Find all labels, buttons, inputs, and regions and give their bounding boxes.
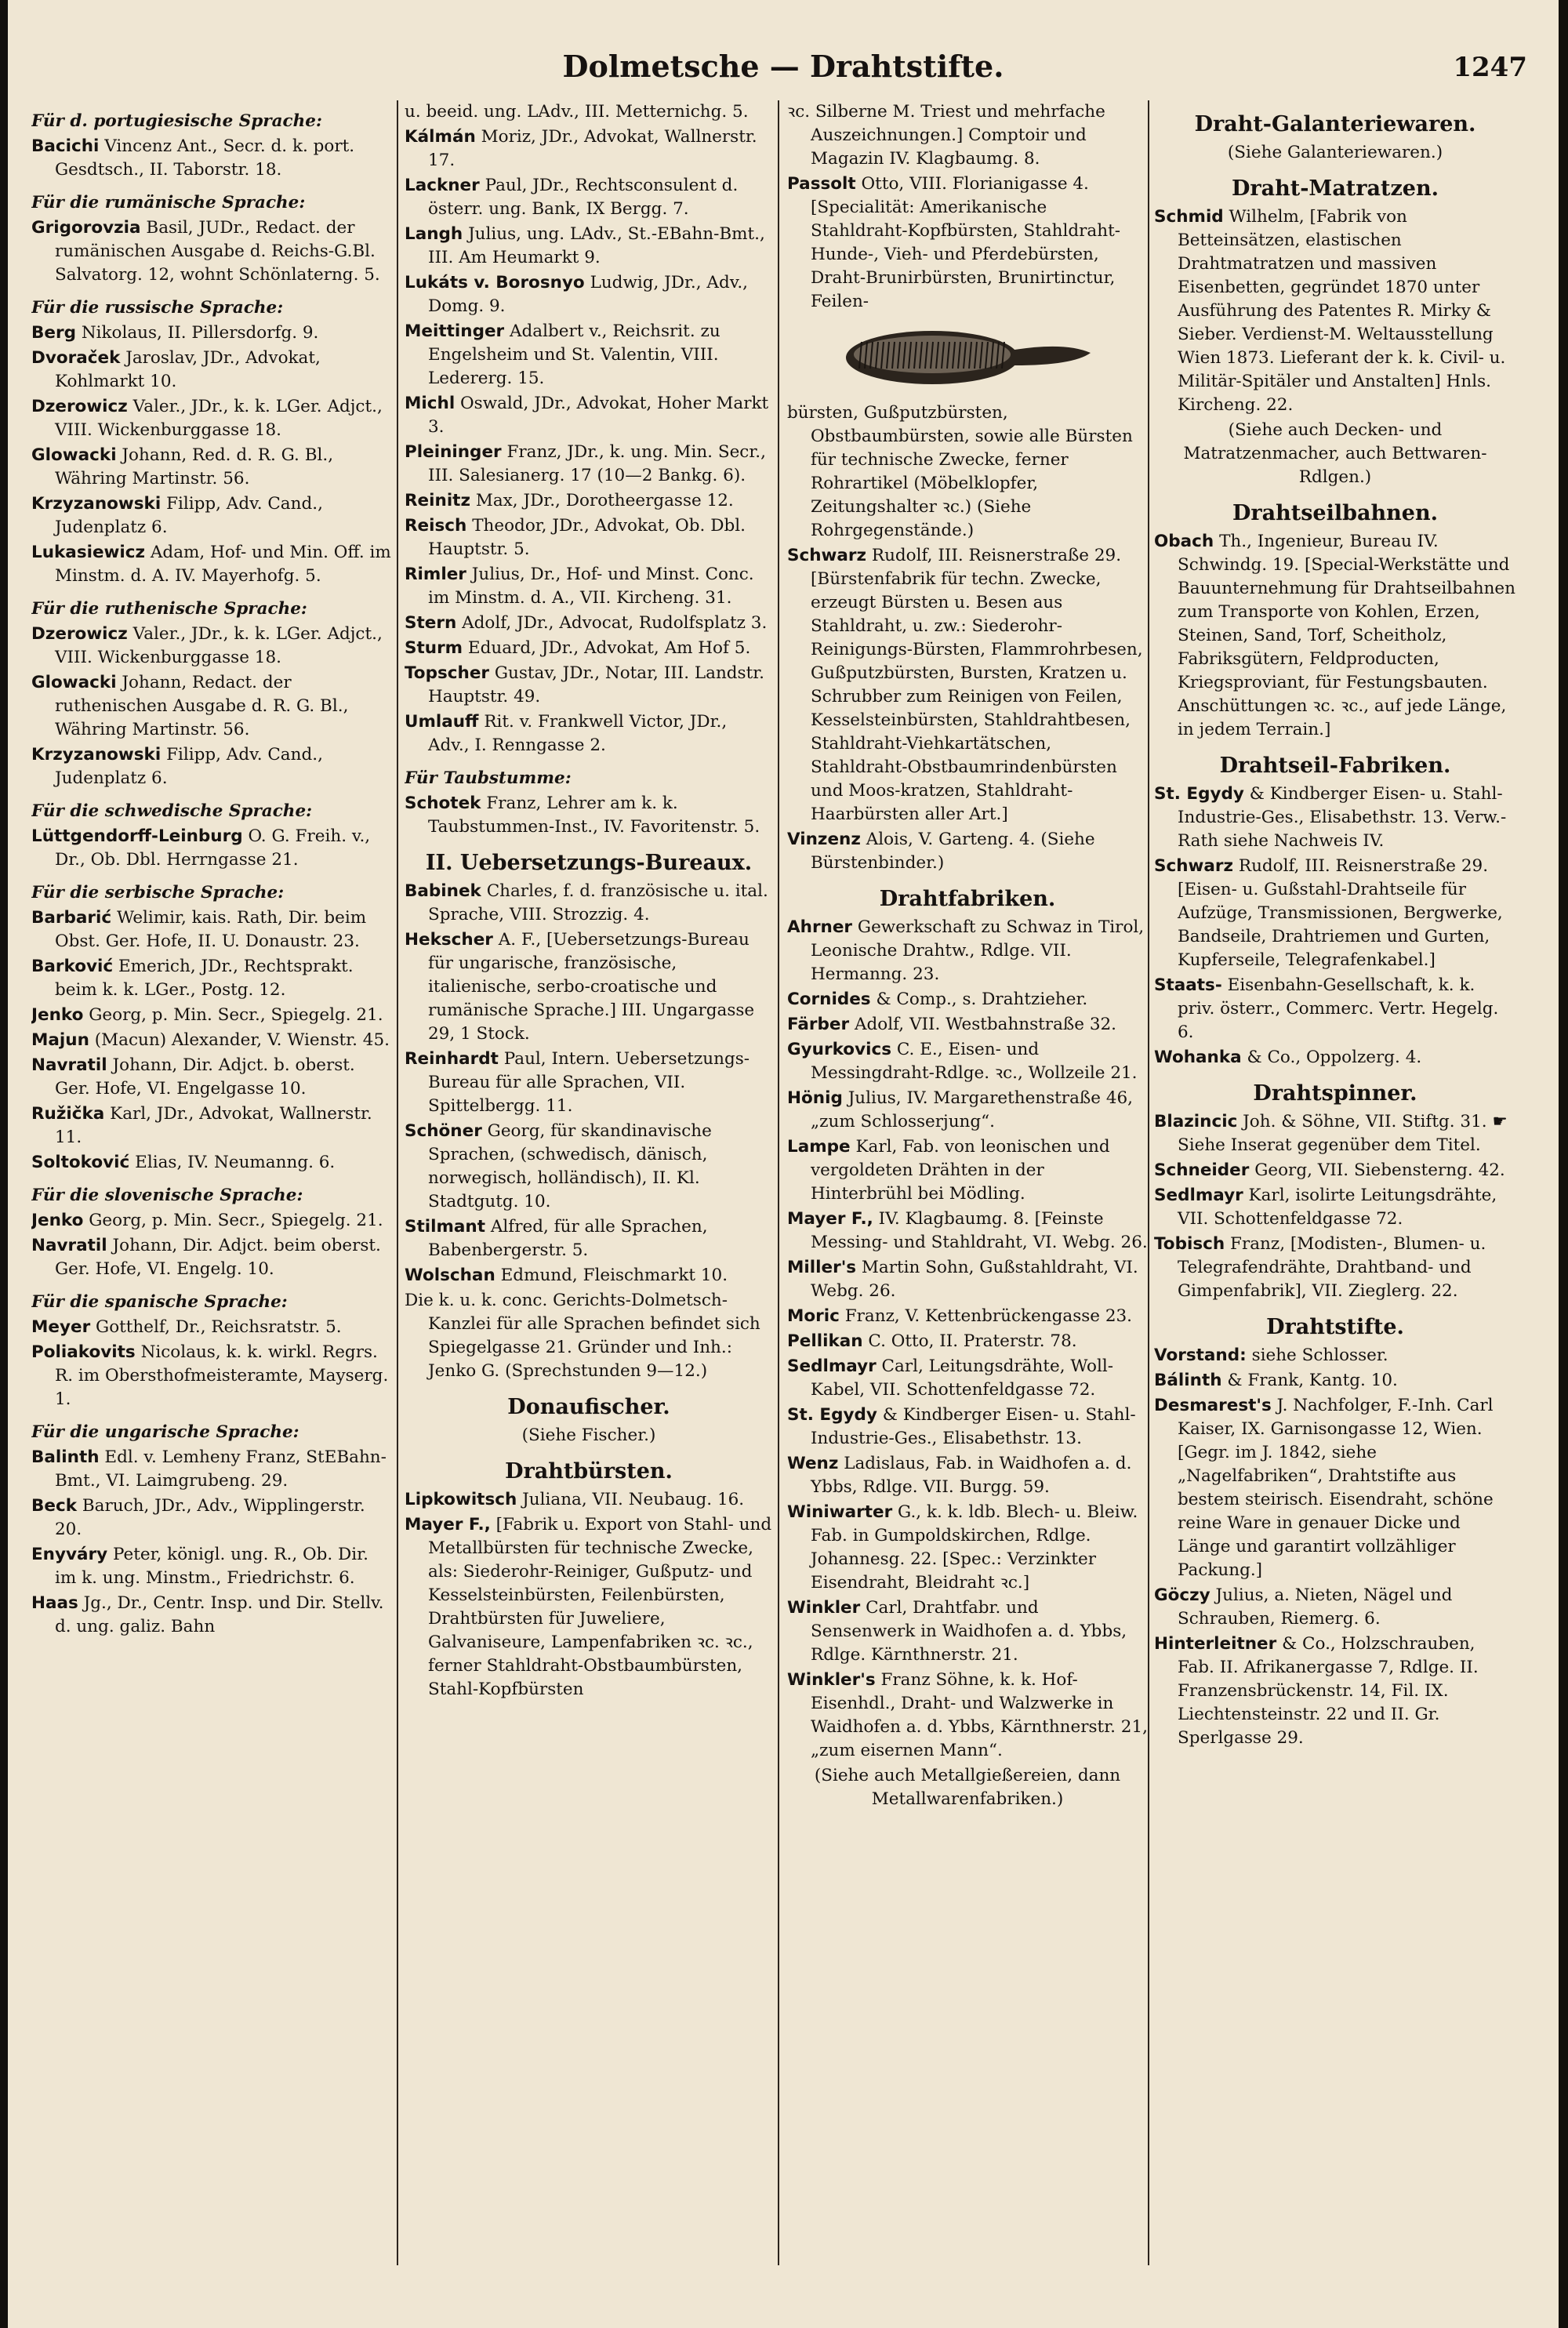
directory-entry [405, 928, 773, 1046]
entry-text: Nicolaus, k. k. wirkl. Regrs. R. im Obersthofmeisteramte, Mayserg. 1. [55, 1342, 389, 1409]
entry-text: A. F., [Uebersetzungs-Bureau für ungarische, französische, italienische, serbo-croatische und rumänische Sprache.] III. Ungargasse 29, 1 Stock. [428, 930, 755, 1044]
entry-text: C. E., Eisen- und Messingdraht-Rdlge. ꝛc., Wollzeile 21. [811, 1040, 1138, 1083]
entry-name: Dzerowicz [31, 624, 128, 644]
entry-text: & Co., Oppolzerg. 4. [1247, 1048, 1422, 1067]
entry-text: Franz, [Modisten-, Blumen- u. Telegrafendrähte, Drahtband- und Gimpenfabrik], VII. Zieglerg. 22. [1178, 1234, 1486, 1301]
entry-name: Stilmant [405, 1217, 485, 1237]
directory-entry [405, 271, 773, 318]
entry-name: Stern [405, 613, 457, 633]
entry-text: bürsten, Gußputzbürsten, Obstbaumbürsten, sowie alle Bürsten für technische Zwecke, ferner Rohrartikel (Möbelklopfer, Zeitungshalter ꝛc.) (Siehe Rohrgegenstände.) [787, 403, 1133, 540]
section-heading: Donaufischer. [507, 1395, 670, 1419]
column-1 [31, 100, 394, 2328]
directory-entry [31, 1209, 394, 1233]
entry-name: Berg [31, 323, 76, 343]
directory-entry [31, 1592, 394, 1639]
entry-text: Rudolf, III. Reisnerstraße 29. [Eisen- u. Gußstahl-Drahtseile für Aufzüge, Transmissionen, Bergwerke, Bandseile, Drahtriemen und Gurten, Kupferseile, Telegrafenkabel.] [1178, 856, 1503, 970]
entry-name: Reinitz [405, 491, 470, 510]
entry-name: Bálinth [1154, 1371, 1222, 1390]
entry-name: Topscher [405, 663, 490, 683]
cross-reference: (Siehe Fischer.) [521, 1425, 656, 1445]
entry-name: Sedlmayr [787, 1356, 877, 1376]
directory-entry [31, 321, 394, 345]
entry-text: Wilhelm, [Fabrik von Betteinsätzen, elastischen Drahtmatratzen und massiven Eisenbetten, gegründet 1870 unter Ausführung des Patentes R. Mirky & Sieber. Verdienst-M. Weltausstellung Wien 1873. Lieferant der k. k. Civil- u. Militär-Spitäler und Anstalten] Hnls. Kircheng. 22. [1178, 207, 1506, 415]
entry-name: Passolt [787, 174, 856, 194]
directory-entry [787, 828, 1148, 875]
directory-entry [1154, 1184, 1516, 1231]
directory-entry [787, 1669, 1148, 1763]
directory-entry [787, 1208, 1148, 1255]
entry-text: & Co., Holzschrauben, Fab. II. Afrikanergasse 7, Rdlge. II. Franzensbrückenstr. 14, Fil. IX. Liechtensteinstr. 22 und II. Gr. Sperlgasse 29. [1178, 1634, 1479, 1748]
entry-text: Filipp, Adv. Cand., Judenplatz 6. [55, 745, 323, 788]
entry-text: Adalbert v., Reichsrit. zu Engelsheim und St. Valentin, VIII. Ledererg. 15. [428, 321, 720, 388]
entry-text: Die k. u. k. conc. Gerichts-Dolmetsch-Kanzlei für alle Sprachen befindet sich Spiegelgasse 21. Gründer und Inh.: Jenko G. (Sprechstunden 9—12.) [405, 1291, 760, 1381]
entry-name: Babinek [405, 881, 481, 901]
entry-name: Bacichi [31, 136, 100, 156]
entry-text: [Fabrik u. Export von Stahl- und Metallbürsten für technische Zwecke, als: Siederohr-Reiniger, Gußputz- und Kesselsteinbürsten, Feilenbürsten, Drahtbürsten für Juweliere, Galvaniseure, Lampenfabriken ꝛc. ꝛc., ferner Stahldraht-Obstbaumbürsten, Stahl-Kopfbürsten [428, 1515, 772, 1699]
entry-name: Krzyzanowski [31, 494, 162, 514]
section-heading: Drahtseil-Fabriken. [1219, 754, 1451, 778]
entry-name: Wohanka [1154, 1048, 1242, 1067]
entry-text: & Frank, Kantg. 10. [1227, 1371, 1398, 1390]
entry-name: Pellikan [787, 1331, 863, 1351]
directory-entry [1154, 1633, 1516, 1750]
entry-text: Johann, Red. d. R. G. Bl., Währing Martinstr. 56. [55, 445, 334, 488]
entry-text: Jg., Dr., Centr. Insp. und Dir. Stellv. d. ung. galiz. Bahn [55, 1593, 384, 1636]
directory-page [8, 0, 1559, 2328]
brush-illustration [787, 318, 1148, 397]
entry-text: Ladislaus, Fab. in Waidhofen a. d. Ybbs, Rdlge. VII. Burgg. 59. [811, 1454, 1132, 1497]
entry-name: Jenko [31, 1211, 84, 1230]
entry-name: Beck [31, 1496, 78, 1516]
directory-entry [405, 662, 773, 709]
entry-text: u. beeid. ung. LAdv., III. Metternichg. 5. [405, 102, 749, 122]
language-heading: Für die ruthenische Sprache: [31, 599, 307, 619]
directory-entry [787, 544, 1148, 826]
entry-text: Oswald, JDr., Advokat, Hoher Markt 3. [428, 394, 769, 437]
entry-text: Elias, IV. Neumanng. 6. [135, 1153, 336, 1172]
directory-entry [405, 514, 773, 561]
entry-text: Juliana, VII. Neubaug. 16. [522, 1490, 745, 1509]
column-divider [778, 100, 779, 2265]
entry-text: Georg, VII. Siebensterng. 42. [1254, 1160, 1505, 1180]
entry-name: Glowacki [31, 673, 117, 692]
entry-text: G., k. k. ldb. Blech- u. Bleiw. Fab. in Gumpoldskirchen, Rdlge. Johannesg. 22. [Spec.: Verzinkter Eisendraht, Bleidraht ꝛc.] [811, 1502, 1138, 1593]
directory-entry [787, 1135, 1148, 1206]
entry-text: Carl, Leitungsdrähte, Woll-Kabel, VII. Schottenfeldgasse 72. [811, 1356, 1113, 1400]
entry-text: Theodor, JDr., Advokat, Ob. Dbl. Hauptstr. 5. [428, 516, 746, 559]
directory-entry [31, 743, 394, 790]
entry-text: Nikolaus, II. Pillersdorfg. 9. [81, 323, 319, 343]
entry-name: Vinzenz [787, 830, 861, 849]
directory-entry [1154, 1159, 1516, 1182]
entry-text: Franz Söhne, k. k. Hof-Eisenhdl., Draht- und Walzwerke in Waidhofen a. d. Ybbs, Kärnthnerstr. 21, „zum eisernen Mann“. [811, 1670, 1148, 1760]
entry-text: O. G. Freih. v., Dr., Ob. Dbl. Herrngasse 21. [55, 826, 371, 870]
entry-text: Carl, Drahtfabr. und Sensenwerk in Waidhofen a. d. Ybbs, Rdlge. Kärnthnerstr. 21. [811, 1598, 1127, 1665]
directory-entry [787, 1305, 1148, 1328]
directory-entry [787, 173, 1148, 314]
language-heading: Für d. portugiesische Sprache: [31, 111, 322, 131]
directory-entry [31, 1316, 394, 1339]
entry-text: Eisenbahn-Gesellschaft, k. k. priv. österr., Commerc. Vertr. Hegelg. 6. [1178, 975, 1499, 1042]
entry-name: Mayer F., [405, 1515, 491, 1534]
entry-text: Welimir, kais. Rath, Dir. beim Obst. Ger. Hofe, II. U. Donaustr. 23. [55, 908, 367, 951]
entry-text: Alfred, für alle Sprachen, Babenbergerstr. 5. [428, 1217, 708, 1260]
directory-entry [31, 216, 394, 287]
entry-name: Lipkowitsch [405, 1490, 517, 1509]
entry-name: Hekscher [405, 930, 493, 950]
language-heading: Für die rumänische Sprache: [31, 193, 306, 212]
directory-entry [1154, 855, 1516, 972]
entry-name: Dvoraček [31, 348, 121, 368]
entry-name: Soltoković [31, 1153, 130, 1172]
entry-text: Adolf, JDr., Advocat, Rudolfsplatz 3. [462, 613, 768, 633]
directory-entry [31, 1054, 394, 1101]
directory-entry [405, 1264, 773, 1287]
directory-entry [787, 1038, 1148, 1085]
language-heading: Für Taubstumme: [405, 768, 572, 788]
language-heading: Für die serbische Sprache: [31, 883, 285, 903]
entry-name: Lüttgendorff-Leinburg [31, 826, 243, 846]
entry-text: Paul, Intern. Uebersetzungs-Bureau für alle Sprachen, VII. Spittelbergg. 11. [428, 1049, 750, 1116]
section-heading: II. Uebersetzungs-Bureaux. [425, 851, 753, 875]
entry-name: Poliakovits [31, 1342, 136, 1362]
directory-entry [787, 1355, 1148, 1402]
language-heading: Für die schwedische Sprache: [31, 801, 313, 821]
directory-entry [31, 1234, 394, 1281]
directory-entry [1154, 1369, 1516, 1393]
entry-text: Valer., JDr., k. k. LGer. Adjct., VIII. Wickenburggasse 18. [55, 624, 383, 667]
section-heading: Draht-Matratzen. [1231, 176, 1439, 201]
entry-name: Umlauff [405, 712, 479, 732]
entry-text: Adolf, VII. Westbahnstraße 32. [854, 1015, 1117, 1034]
directory-entry [31, 1029, 394, 1052]
entry-name: Winkler's [787, 1670, 876, 1690]
entry-name: Schöner [405, 1121, 482, 1141]
entry-name: Meittinger [405, 321, 505, 341]
entry-name: Navratil [31, 1236, 107, 1255]
entry-name: Sturm [405, 638, 463, 658]
directory-entry [405, 223, 773, 270]
directory-entry [1154, 1584, 1516, 1631]
directory-entry [31, 671, 394, 742]
directory-entry [787, 1404, 1148, 1451]
language-heading: Für die spanische Sprache: [31, 1292, 288, 1312]
entry-text: Adam, Hof- und Min. Off. im Minstm. d. A. IV. Mayerhofg. 5. [55, 543, 391, 586]
entry-text: Johann, Redact. der ruthenischen Ausgabe d. R. G. Bl., Währing Martinstr. 56. [55, 673, 349, 739]
directory-entry [1154, 1233, 1516, 1303]
entry-continuation [787, 100, 1148, 171]
directory-entry [1154, 783, 1516, 853]
entry-text: Gustav, JDr., Notar, III. Landstr. Hauptstr. 49. [428, 663, 764, 706]
entry-text: Charles, f. d. französische u. ital. Sprache, VIII. Strozzig. 4. [428, 881, 768, 924]
entry-text: Gewerkschaft zu Schwaz in Tirol, Leonische Drahtw., Rdlge. VII. Hermanng. 23. [811, 917, 1145, 984]
directory-entry [405, 441, 773, 488]
entry-name: Gyurkovics [787, 1040, 891, 1059]
entry-text: Johann, Dir. Adjct. beim oberst. Ger. Hofe, VI. Engelg. 10. [55, 1236, 381, 1279]
directory-entry [31, 135, 394, 182]
entry-text: Julius, ung. LAdv., St.-EBahn-Bmt., III. Am Heumarkt 9. [428, 224, 765, 267]
directory-entry [31, 955, 394, 1002]
wire-brush-icon [838, 318, 1097, 397]
directory-entry [1154, 1046, 1516, 1070]
directory-entry [405, 1120, 773, 1214]
directory-entry [31, 444, 394, 491]
directory-entry [405, 1513, 773, 1702]
section-heading: Drahtfabriken. [879, 887, 1056, 911]
column-3 [787, 100, 1148, 2328]
entry-name: Barbarić [31, 908, 112, 928]
entry-name: Desmarest's [1154, 1396, 1272, 1415]
column-divider [397, 100, 398, 2265]
directory-entry [1154, 205, 1516, 417]
section-heading: Draht-Galanteriewaren. [1194, 112, 1476, 136]
entry-text: Basil, JUDr., Redact. der rumänischen Ausgabe d. Reichs-G.Bl. Salvatorg. 12, wohnt Schönlaterng. 5. [55, 218, 380, 285]
entry-text: Jaroslav, JDr., Advokat, Kohlmarkt 10. [55, 348, 321, 391]
directory-entry [1154, 974, 1516, 1044]
entry-name: Moric [787, 1306, 840, 1326]
entry-name: Obach [1154, 532, 1214, 551]
entry-name: Mayer F., [787, 1209, 873, 1229]
directory-entry [31, 492, 394, 539]
entry-name: Färber [787, 1015, 850, 1034]
entry-name: Dzerowicz [31, 397, 128, 416]
entry-text: Johann, Dir. Adjct. b. oberst. Ger. Hofe, VI. Engelgasse 10. [55, 1055, 355, 1099]
entry-name: Hinterleitner [1154, 1634, 1277, 1654]
entry-name: Grigorovzia [31, 218, 141, 238]
language-heading: Für die ungarische Sprache: [31, 1422, 299, 1442]
cross-reference: (Siehe Galanteriewaren.) [1227, 143, 1443, 162]
entry-text: Vincenz Ant., Secr. d. k. port. Gesdtsch., II. Taborstr. 18. [55, 136, 355, 180]
entry-name: Tobisch [1154, 1234, 1225, 1254]
column-4 [1154, 100, 1516, 2328]
directory-entry [405, 392, 773, 439]
directory-entry [1154, 1394, 1516, 1582]
entry-text: Th., Ingenieur, Bureau IV. Schwindg. 19. [Special-Werkstätte und Bauunternehmung für Drahtseilbahnen zum Transporte von Kohlen, Erzen, Steinen, Sand, Torf, Scheitholz, Fabriksgütern, Feldproducten, Kriegsproviant, für Festungsbauten. Anschüttungen ꝛc. ꝛc., auf jede Länge, in jedem Terrain.] [1178, 532, 1515, 739]
directory-entry [31, 1151, 394, 1175]
entry-name: Göczy [1154, 1585, 1210, 1605]
entry-text: Franz, JDr., k. ung. Min. Secr., III. Salesianerg. 17 (10—2 Bankg. 6). [428, 442, 766, 485]
directory-entry [787, 1596, 1148, 1667]
section-heading: Drahtbürsten. [505, 1459, 673, 1484]
entry-name: Vorstand: [1154, 1346, 1247, 1365]
entry-text: Moriz, JDr., Advokat, Wallnerstr. 17. [428, 127, 757, 170]
entry-name: Meyer [31, 1317, 91, 1337]
entry-name: Rimler [405, 565, 466, 584]
entry-name: Enyváry [31, 1545, 108, 1564]
entry-name: Miller's [787, 1258, 857, 1277]
entry-text: & Kindberger Eisen- u. Stahl-Industrie-Ges., Elisabethstr. 13. [811, 1405, 1136, 1448]
entry-name: Lukasiewicz [31, 543, 146, 562]
entry-name: Wolschan [405, 1266, 495, 1285]
directory-entry [31, 541, 394, 588]
entry-name: Staats- [1154, 975, 1222, 995]
directory-entry [405, 320, 773, 390]
cross-reference: (Siehe auch Decken- und Matratzenmacher, auch Bettwaren-Rdlgen.) [1183, 420, 1487, 487]
entry-text: Eduard, JDr., Advokat, Am Hof 5. [467, 638, 751, 658]
entry-name: Schwarz [787, 546, 867, 565]
directory-entry [1154, 530, 1516, 742]
directory-entry [1154, 1344, 1516, 1367]
entry-text: Georg, p. Min. Secr., Spiegelg. 21. [89, 1005, 383, 1025]
entry-text: Julius, a. Nieten, Nägel und Schrauben, Riemerg. 6. [1178, 1585, 1453, 1629]
entry-name: Schotek [405, 794, 481, 813]
entry-text: (Macun) Alexander, V. Wienstr. 45. [94, 1030, 390, 1050]
entry-text: Karl, JDr., Advokat, Wallnerstr. 11. [55, 1104, 372, 1147]
entry-text: Julius, IV. Margarethenstraße 46, „zum Schlosserjung“. [811, 1088, 1134, 1131]
column-divider [1148, 100, 1149, 2265]
entry-name: Krzyzanowski [31, 745, 162, 764]
entry-name: Michl [405, 394, 456, 413]
entry-text: J. Nachfolger, F.-Inh. Carl Kaiser, IX. Garnisongasse 12, Wien. [Gegr. im J. 1842, siehe „Nagelfabriken“, Drahtstifte aus bestem steirisch. Eisendraht, schöne reine Ware in genauer Dicke und Länge und garantirt vollzähliger Packung.] [1178, 1396, 1494, 1580]
entry-continuation [405, 100, 773, 124]
directory-entry [787, 1013, 1148, 1037]
notice-text [405, 1289, 773, 1383]
directory-entry [405, 612, 773, 635]
directory-entry [405, 637, 773, 660]
entry-text: Valer., JDr., k. k. LGer. Adjct., VIII. Wickenburggasse 18. [55, 397, 383, 440]
section-heading: Drahtstifte. [1266, 1315, 1404, 1339]
entry-text: Julius, Dr., Hof- und Minst. Conc. im Minstm. d. A., VII. Kircheng. 31. [428, 565, 754, 608]
page-header [8, 49, 1559, 96]
entry-text: Filipp, Adv. Cand., Judenplatz 6. [55, 494, 323, 537]
entry-name: Wenz [787, 1454, 839, 1473]
entry-text: Ludwig, JDr., Adv., Domg. 9. [428, 273, 748, 316]
entry-text: Peter, königl. ung. R., Ob. Dir. im k. ung. Minstm., Friedrichstr. 6. [55, 1545, 368, 1588]
entry-text: Alois, V. Garteng. 4. (Siehe Bürstenbinder.) [811, 830, 1095, 873]
directory-entry [405, 1048, 773, 1118]
directory-entry [787, 1256, 1148, 1303]
entry-name: Navratil [31, 1055, 107, 1075]
language-heading: Für die slovenische Sprache: [31, 1186, 303, 1205]
section-heading: Drahtspinner. [1253, 1081, 1417, 1106]
directory-entry [787, 1501, 1148, 1595]
entry-text: Paul, JDr., Rechtsconsulent d. österr. ung. Bank, IX Bergg. 7. [428, 176, 739, 219]
language-heading: Für die russische Sprache: [31, 298, 284, 318]
entry-name: Hönig [787, 1088, 843, 1108]
entry-text: Rit. v. Frankwell Victor, JDr., Adv., I. Renngasse 2. [428, 712, 728, 755]
entry-text: C. Otto, II. Praterstr. 78. [868, 1331, 1077, 1351]
entry-text: Edmund, Fleischmarkt 10. [500, 1266, 728, 1285]
entry-name: Lackner [405, 176, 480, 195]
entry-text: Emerich, JDr., Rechtsprakt. beim k. k. LGer., Postg. 12. [55, 957, 354, 1000]
directory-entry [31, 1543, 394, 1590]
directory-entry [405, 792, 773, 839]
directory-entry [405, 489, 773, 513]
entry-text: Max, JDr., Dorotheergasse 12. [475, 491, 734, 510]
entry-text: Rudolf, III. Reisnerstraße 29. [Bürstenfabrik für techn. Zwecke, erzeugt Bürsten u. Besen aus Stahldraht, u. zw.: Siederohr-Reinigungs-Bürsten, Flammrohrbesen, Gußputzbürsten, Bursten, Kratzen u. Schrubber zum Reinigen von Feilen, Kesselsteinbürsten, Stahldrahtbesen, Stahldraht-Viehkartätschen, Stahldraht-Obstbaumrindenbürsten und Moos-kratzen, Stahldraht-Haarbürsten aller Art.] [811, 546, 1143, 824]
entry-continuation [787, 401, 1148, 543]
entry-name: Barković [31, 957, 114, 976]
entry-text: Edl. v. Lemheny Franz, StEBahn-Bmt., VI. Laimgrubeng. 29. [55, 1447, 387, 1491]
directory-entry [31, 395, 394, 442]
directory-entry [31, 1494, 394, 1542]
entry-name: Balinth [31, 1447, 100, 1467]
entry-text: Franz, Lehrer am k. k. Taubstummen-Inst., IV. Favoritenstr. 5. [428, 794, 760, 837]
entry-name: Ahrner [787, 917, 853, 937]
entry-name: Schmid [1154, 207, 1224, 227]
entry-text: Georg, für skandinavische Sprachen, (schwedisch, dänisch, norwegisch, holländisch), II. Kl. Stadtgutg. 10. [428, 1121, 712, 1211]
directory-entry [787, 916, 1148, 986]
page-title: Dolmetsche — Drahtstifte. [562, 49, 1004, 84]
directory-entry [405, 563, 773, 610]
cross-reference: (Siehe auch Metallgießereien, dann Metallwarenfabriken.) [814, 1766, 1121, 1809]
directory-entry [31, 347, 394, 394]
page-number: 1247 [1453, 52, 1527, 83]
directory-entry [405, 1488, 773, 1512]
entry-text: Otto, VIII. Florianigasse 4. [Specialität: Amerikanische Stahldraht-Kopfbürsten, Stahldraht-Hunde-, Vieh- und Pferdebürsten, Draht-Brunirbürsten, Brunirtinctur, Feilen- [811, 174, 1120, 311]
entry-name: Kálmán [405, 127, 476, 147]
entry-name: St. Egydy [787, 1405, 877, 1425]
entry-name: Reinhardt [405, 1049, 499, 1069]
entry-text: Georg, p. Min. Secr., Spiegelg. 21. [89, 1211, 383, 1230]
entry-text: Karl, isolirte Leitungsdrähte, VII. Schottenfeldgasse 72. [1178, 1186, 1497, 1229]
entry-text: Baruch, JDr., Adv., Wipplingerstr. 20. [55, 1496, 365, 1539]
entry-name: Pleininger [405, 442, 502, 462]
entry-text: & Kindberger Eisen- u. Stahl-Industrie-Ges., Elisabethstr. 13. Verw.-Rath siehe Nachweis IV. [1178, 784, 1507, 851]
directory-entry [405, 174, 773, 221]
entry-name: Majun [31, 1030, 89, 1050]
entry-text: Franz, V. Kettenbrückengasse 23. [844, 1306, 1133, 1326]
directory-entry [31, 906, 394, 953]
entry-name: Reisch [405, 516, 467, 536]
entry-text: Gotthelf, Dr., Reichsratstr. 5. [96, 1317, 342, 1337]
entry-name: Winkler [787, 1598, 861, 1618]
directory-entry [405, 710, 773, 757]
directory-entry [31, 825, 394, 872]
entry-name: Ružička [31, 1104, 105, 1124]
column-2 [405, 100, 773, 2328]
entry-name: Langh [405, 224, 463, 244]
entry-name: Schwarz [1154, 856, 1234, 876]
entry-name: Haas [31, 1593, 78, 1613]
entry-name: Blazincic [1154, 1112, 1238, 1131]
directory-entry [31, 1446, 394, 1493]
entry-text: & Comp., s. Drahtzieher. [876, 990, 1088, 1009]
directory-entry [787, 1452, 1148, 1499]
section-heading: Drahtseilbahnen. [1232, 501, 1438, 525]
directory-entry [787, 988, 1148, 1011]
entry-name: St. Egydy [1154, 784, 1244, 804]
entry-name: Cornides [787, 990, 871, 1009]
entry-text: Karl, Fab. von leonischen und vergoldeten Drähten in der Hinterbrühl bei Mödling. [811, 1137, 1110, 1204]
directory-entry [31, 623, 394, 670]
directory-entry [405, 880, 773, 927]
entry-name: Lukáts v. Borosnyo [405, 273, 585, 292]
entry-name: Sedlmayr [1154, 1186, 1243, 1205]
directory-entry [31, 1341, 394, 1411]
directory-entry [405, 125, 773, 173]
directory-entry [31, 1004, 394, 1027]
entry-name: Lampe [787, 1137, 851, 1157]
entry-text: IV. Klagbaumg. 8. [Feinste Messing- und Stahldraht, VI. Webg. 26. [811, 1209, 1148, 1252]
directory-entry [1154, 1110, 1516, 1157]
entry-name: Winiwarter [787, 1502, 893, 1522]
directory-entry [405, 1215, 773, 1262]
entry-text: Joh. & Söhne, VII. Stiftg. 31. ☛ Siehe Inserat gegenüber dem Titel. [1178, 1112, 1508, 1155]
entry-text: siehe Schlosser. [1251, 1346, 1388, 1365]
entry-name: Glowacki [31, 445, 117, 465]
directory-entry [787, 1087, 1148, 1134]
directory-entry [31, 1102, 394, 1149]
entry-text: ꝛc. Silberne M. Triest und mehrfache Auszeichnungen.] Comptoir und Magazin IV. Klagbaumg. 8. [787, 102, 1105, 169]
entry-text: Martin Sohn, Gußstahldraht, VI. Webg. 26. [811, 1258, 1138, 1301]
entry-name: Schneider [1154, 1160, 1250, 1180]
entry-name: Jenko [31, 1005, 84, 1025]
directory-entry [787, 1330, 1148, 1353]
